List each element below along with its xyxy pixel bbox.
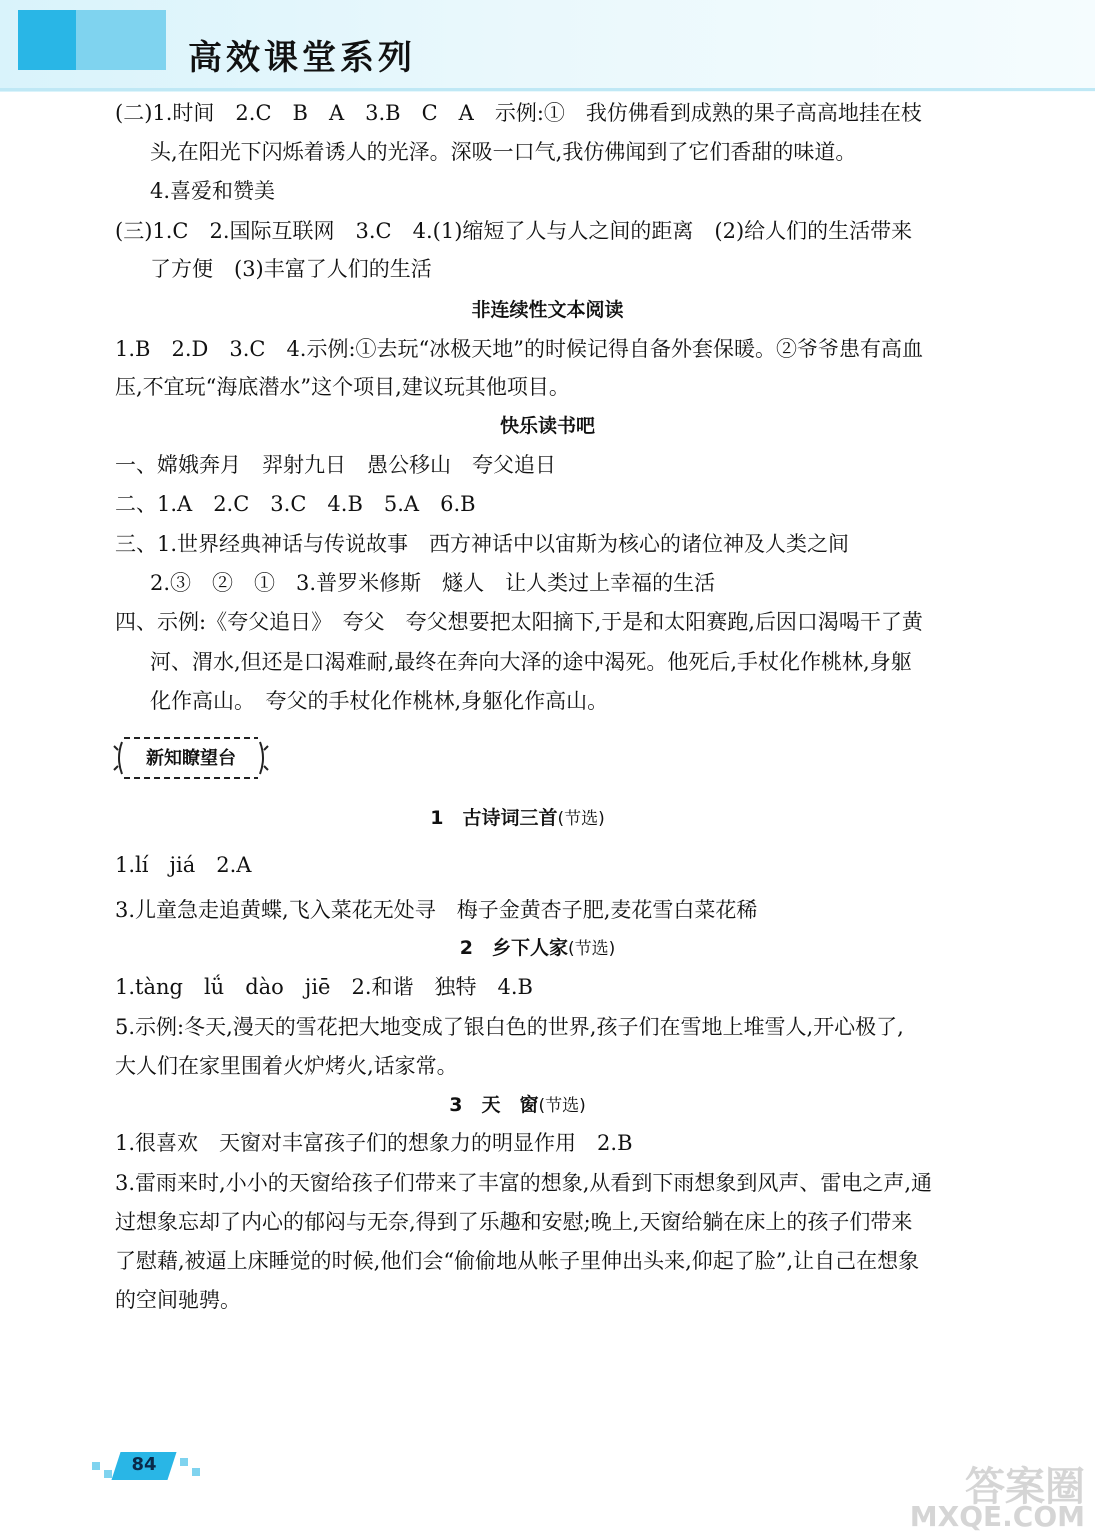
lesson-subtitle: (节选) <box>557 809 605 829</box>
decor-square <box>104 1470 112 1478</box>
section-badge <box>112 730 270 786</box>
answer-line: 头,在阳光下闪烁着诱人的光泽。深吸一口气,我仿佛闻到了它们香甜的味道。 <box>150 140 857 164</box>
answer-line: 2.③ ② ① 3.普罗米修斯 燧人 让人类过上幸福的生活 <box>150 571 716 595</box>
answer-line: 的空间驰骋。 <box>115 1288 241 1312</box>
answer-line: 一、嫦娥奔月 羿射九日 愚公移山 夸父追日 <box>115 453 556 477</box>
decor-square <box>180 1458 188 1466</box>
answer-line: 过想象忘却了内心的郁闷与无奈,得到了乐趣和安慰;晚上,天窗给躺在床上的孩子们带来 <box>115 1210 913 1234</box>
lesson-title: 2 乡下人家 <box>459 937 568 959</box>
lesson-subtitle: (节选) <box>567 939 616 959</box>
answer-line: 4.喜爱和赞美 <box>150 179 276 203</box>
lesson-heading <box>0 1091 1065 1120</box>
lesson-subtitle: (节选) <box>538 1096 586 1116</box>
answer-line: 1.B 2.D 3.C 4.示例:①去玩“冰极天地”的时候记得自备外套保暖。②爷爷患有高血 <box>115 337 924 361</box>
answer-line: 1.tàng lǘ dào jiē 2.和谐 独特 4.B <box>115 975 533 999</box>
series-title: 高效课堂系列 <box>188 38 416 78</box>
section-heading: 快乐读书吧 <box>499 415 595 437</box>
lesson-title: 3 天 窗 <box>449 1094 539 1116</box>
answer-line: 了慰藉,被逼上床睡觉的时候,他们会“偷偷地从帐子里伸出头来,仰起了脸”,让自己在想象 <box>115 1249 920 1273</box>
answer-line: 三、1.世界经典神话与传说故事 西方神话中以宙斯为核心的诸位神及人类之间 <box>115 532 850 556</box>
header-accent-block <box>18 10 76 70</box>
answer-line: 了方便 (3)丰富了人们的生活 <box>150 257 432 281</box>
page-number: 84 <box>131 1454 157 1475</box>
answer-line: (二)1.时间 2.C B A 3.B C A 示例:① 我仿佛看到成熟的果子高高地挂在枝 <box>115 101 922 125</box>
page-number-badge <box>88 1448 208 1484</box>
answer-line: (三)1.C 2.国际互联网 3.C 4.(1)缩短了人与人之间的距离 (2)给人们的生活带来 <box>115 219 913 243</box>
watermark-url: MXQE.COM <box>909 1500 1085 1533</box>
decor-square <box>192 1468 200 1476</box>
answer-line: 1.很喜欢 天窗对丰富孩子们的想象力的明显作用 2.B <box>115 1131 633 1155</box>
answer-line: 大人们在家里围着火炉烤火,话家常。 <box>115 1054 458 1078</box>
answer-line: 1.lí jiá 2.A <box>115 853 252 877</box>
decor-square <box>92 1462 100 1470</box>
answer-line: 河、渭水,但还是口渴难耐,最终在奔向大泽的途中渴死。他死后,手杖化作桃林,身躯 <box>150 650 912 674</box>
answer-line: 5.示例:冬天,漫天的雪花把大地变成了银白色的世界,孩子们在雪地上堆雪人,开心极了, <box>115 1015 904 1039</box>
section-heading: 非连续性文本阅读 <box>471 299 624 321</box>
answer-line: 二、1.A 2.C 3.C 4.B 5.A 6.B <box>115 492 476 516</box>
header-divider <box>0 88 1095 91</box>
answer-line: 化作高山。 夸父的手杖化作桃林,身躯化作高山。 <box>150 689 609 713</box>
answer-line: 3.雷雨来时,小小的天窗给孩子们带来了丰富的想象,从看到下雨想象到风声、雷电之声,通 <box>115 1171 933 1195</box>
badge-label: 新知瞭望台 <box>146 748 236 769</box>
lesson-heading <box>0 934 1085 963</box>
lesson-title: 1 古诗词三首 <box>430 807 558 829</box>
answer-line: 3.儿童急走追黄蝶,飞入菜花无处寻 梅子金黄杏子肥,麦花雪白菜花稀 <box>115 898 758 922</box>
answer-line: 四、示例:《夸父追日》 夸父 夸父想要把太阳摘下,于是和太阳赛跑,后因口渴喝干了黄 <box>115 610 923 634</box>
watermark-logo: 答案圈 <box>965 1464 1085 1510</box>
lesson-heading <box>0 804 1065 833</box>
answer-line: 压,不宜玩“海底潜水”这个项目,建议玩其他项目。 <box>115 375 570 399</box>
header-accent-block-light <box>76 10 166 70</box>
